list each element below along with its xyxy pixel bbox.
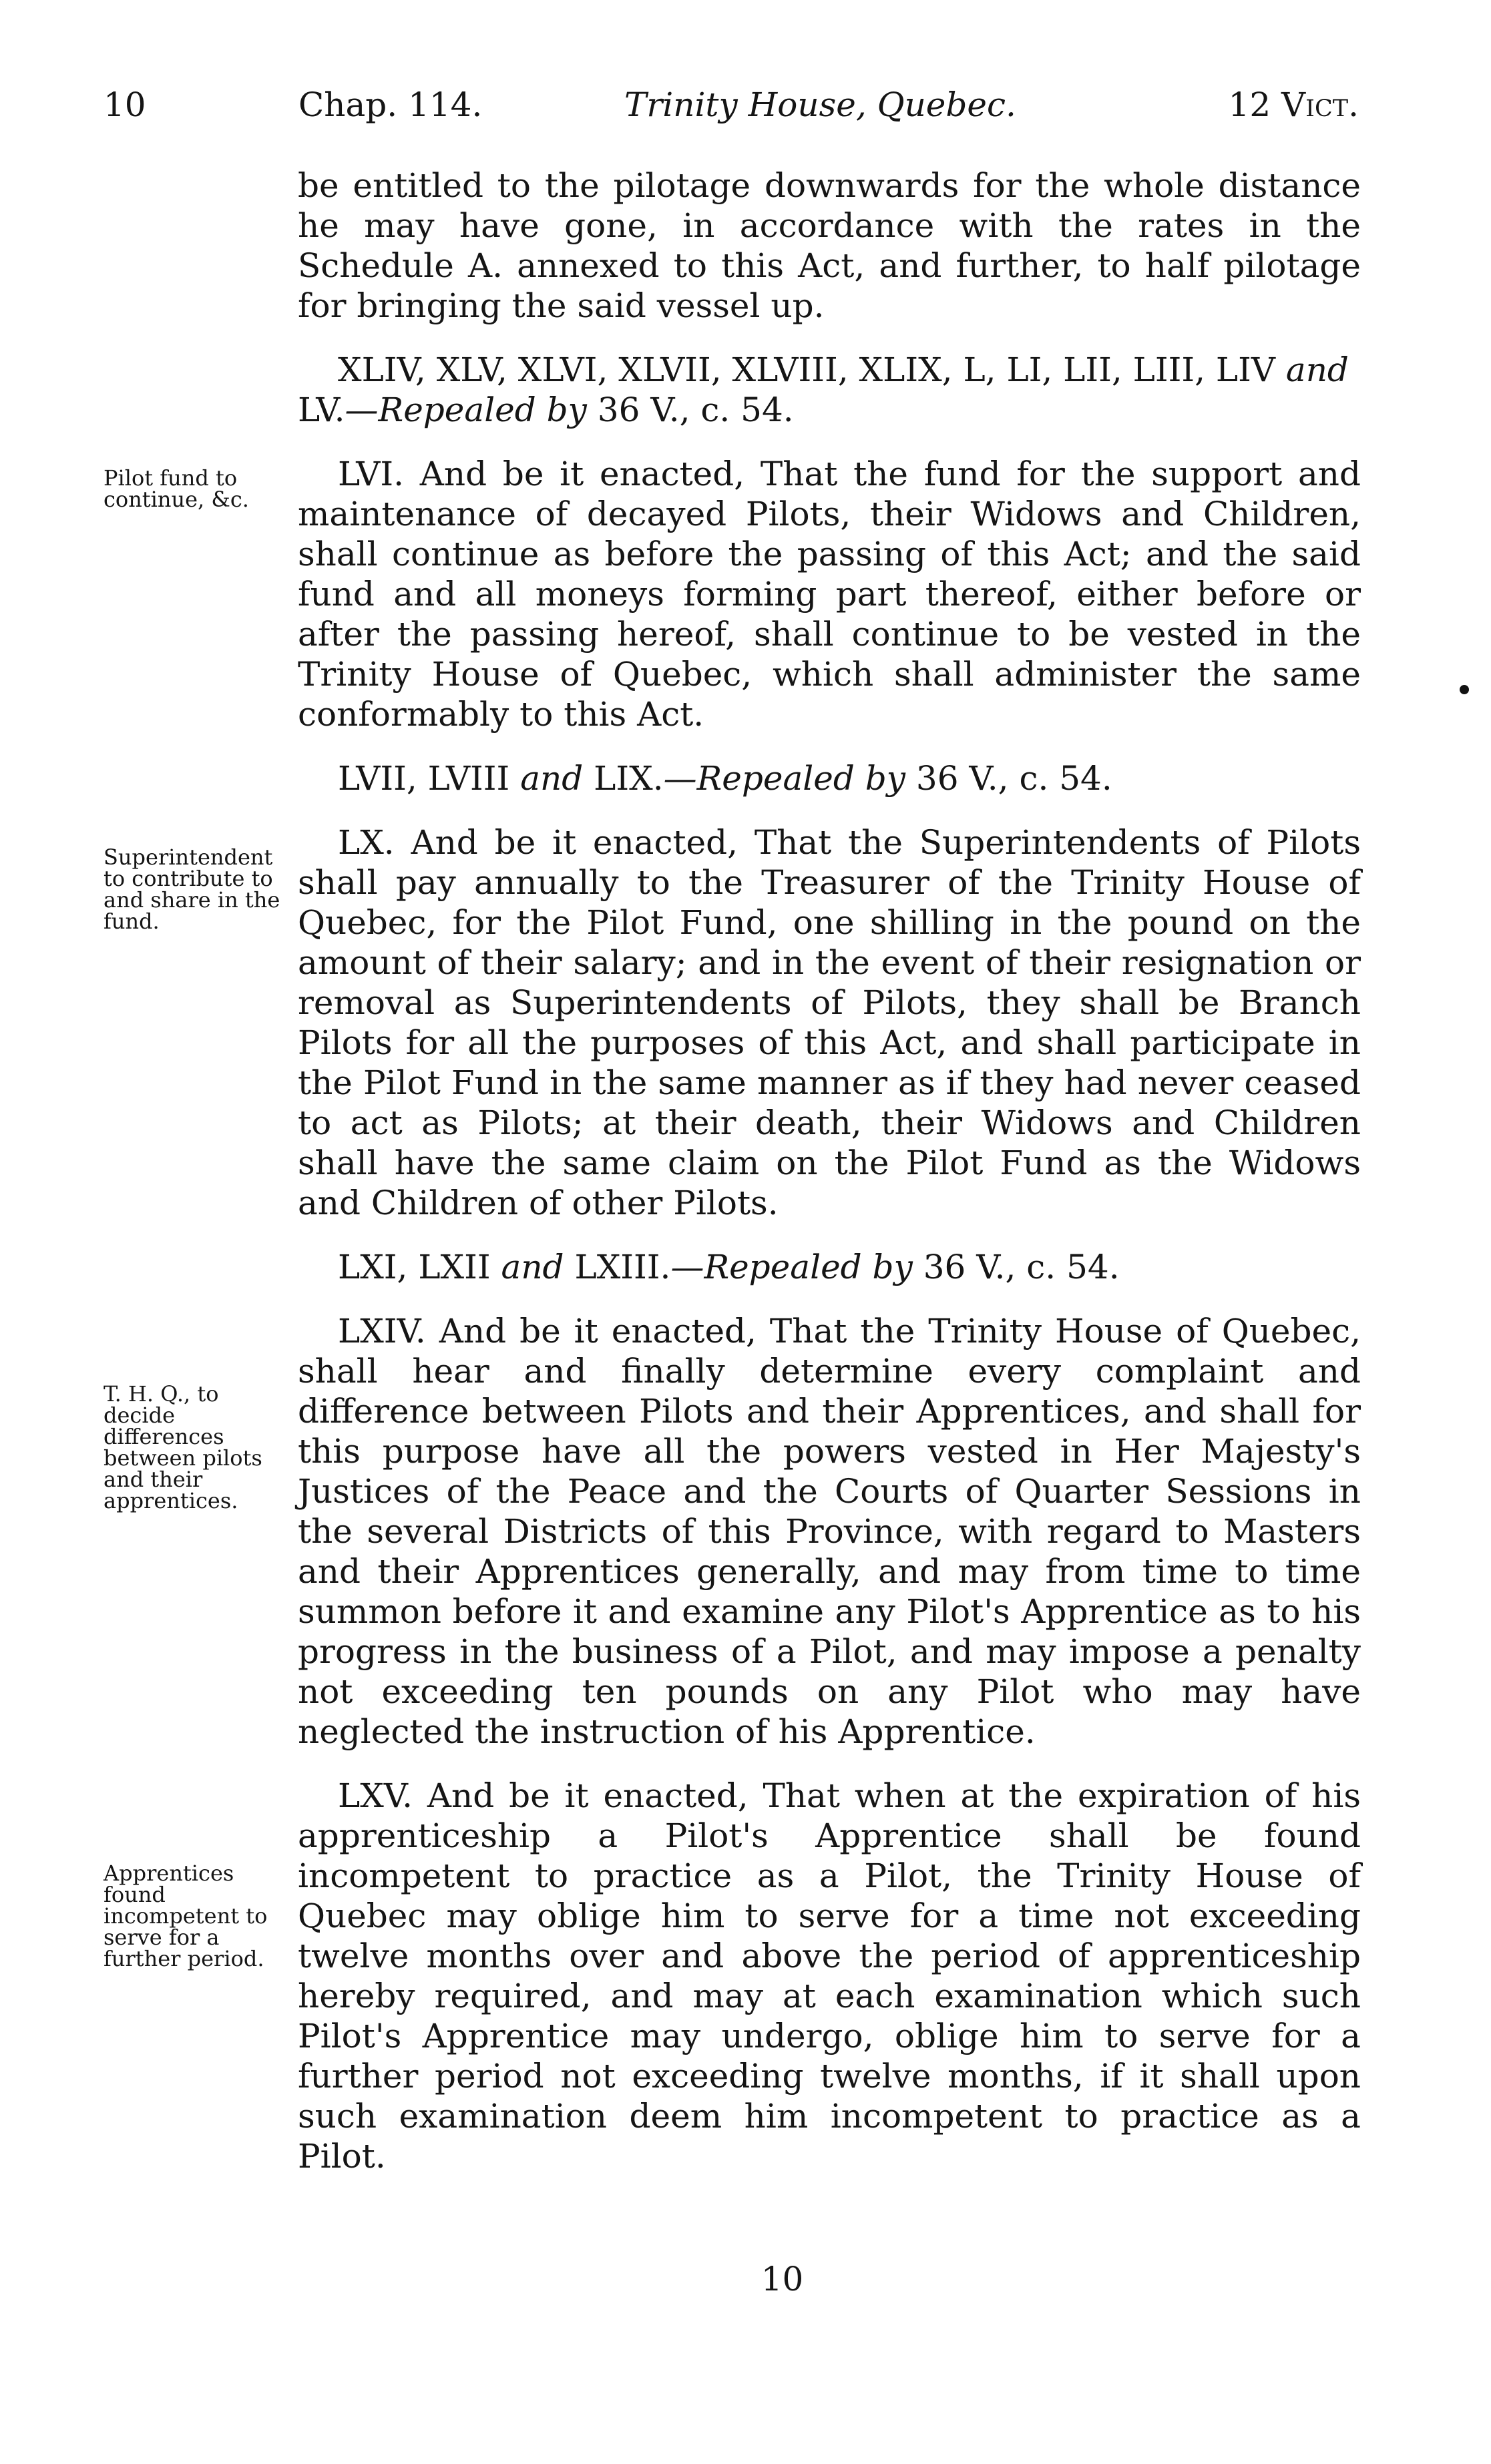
repealed-conj: and: [520, 759, 584, 798]
margin-note: Superintendent to contribute to and share in the fund.: [103, 844, 280, 934]
repealed-last: LV.: [298, 391, 345, 429]
repealed-by: —Repealed by: [345, 391, 587, 429]
repealed-ref: 36 V., c. 54.: [912, 1248, 1120, 1286]
header-running-title: Trinity House, Quebec.: [624, 85, 1016, 124]
repealed-sections: LVII, LVIII: [338, 759, 510, 798]
folio-number: 10: [761, 2260, 804, 2298]
section-lx: LX. And be it enacted, That the Superintendents of Pilots shall pay annually to the Treasurer of the Trinity House of Quebec, for the Pilot Fund, one shilling in the pound on the amount of their salary; and in the event of their resignation or removal as Superintendents of Pilots, they shall be Branch Pilots for all the purposes of this Act, and shall participate in the Pilot Fund in the same manner as if they had never ceased to act as Pilots; at their death, their Widows and Children shall have the same claim on the Pilot Fund as the Widows and Children of other Pilots.: [298, 823, 1361, 1222]
repealed-sections: XLIV, XLV, XLVI, XLVII, XLVIII, XLIX, L, LI, LII, LIII, LIV: [338, 350, 1275, 389]
repealed-note: [298, 1247, 1361, 1287]
margin-note: Apprentices found incompetent to serve for a further period.: [103, 1861, 268, 1971]
header-chapter: Chap. 114.: [298, 85, 483, 124]
repealed-last: LXIII.: [574, 1248, 671, 1286]
repealed-note: [298, 350, 1361, 430]
repealed-by: —Repealed by: [670, 1248, 913, 1286]
repealed-ref: 36 V., c. 54.: [586, 391, 794, 429]
continuation-paragraph: be entitled to the pilotage downwards for the whole distance he may have gone, in accordance with the rates in the Schedule A. annexed to this Act, and further, to half pilotage for bringing the said vessel up.: [298, 166, 1361, 325]
section-lvi: LVI. And be it enacted, That the fund for the support and maintenance of decayed Pilots, their Widows and Children, shall continue as before the passing of this Act; and the said fund and all moneys forming part thereof, either before or after the passing hereof, shall continue to be vested in the Trinity House of Quebec, which shall administer the same conformably to this Act.: [298, 455, 1361, 734]
repealed-conj: and: [501, 1248, 564, 1286]
repealed-last: LIX.: [594, 759, 664, 798]
ink-spot: [1460, 685, 1469, 694]
section-lxv: LXV. And be it enacted, That when at the expiration of his apprenticeship a Pilot's Apprentice shall be found incompetent to practice as a Pilot, the Trinity House of Quebec may oblige him to serve for a time not exceeding twelve months over and above the period of apprenticeship hereby required, and may at each examination which such Pilot's Apprentice may undergo, oblige him to serve for a further period not exceeding twelve months, if it shall upon such examination deem him incompetent to practice as a Pilot.: [298, 1776, 1361, 2176]
repealed-note: [298, 758, 1361, 798]
repealed-sections: LXI, LXII: [338, 1248, 491, 1286]
header-year: 12 Vict.: [1228, 85, 1359, 124]
section-lxiv: LXIV. And be it enacted, That the Trinity House of Quebec, shall hear and finally determine every complaint and difference between Pilots and their Apprentices, and shall for this purpose have all the powers vested in Her Majesty's Justices of the Peace and the Courts of Quarter Sessions in the several Districts of this Province, with regard to Masters and their Apprentices generally, and may from time to time summon before it and examine any Pilot's Apprentice as to his progress in the business of a Pilot, and may impose a penalty not exceeding ten pounds on any Pilot who may have neglected the instruction of his Apprentice.: [298, 1312, 1361, 1751]
margin-note: T. H. Q., to decide differences between pilots and their apprentices.: [103, 1381, 262, 1513]
repealed-ref: 36 V., c. 54.: [905, 759, 1112, 798]
header-page-number: 10: [103, 85, 146, 124]
running-header: [103, 85, 1359, 132]
margin-note: Pilot fund to continue, &c.: [103, 465, 249, 512]
body-text: [298, 166, 1361, 2176]
repealed-by: —Repealed by: [663, 759, 905, 798]
repealed-conj: and: [1285, 350, 1349, 389]
